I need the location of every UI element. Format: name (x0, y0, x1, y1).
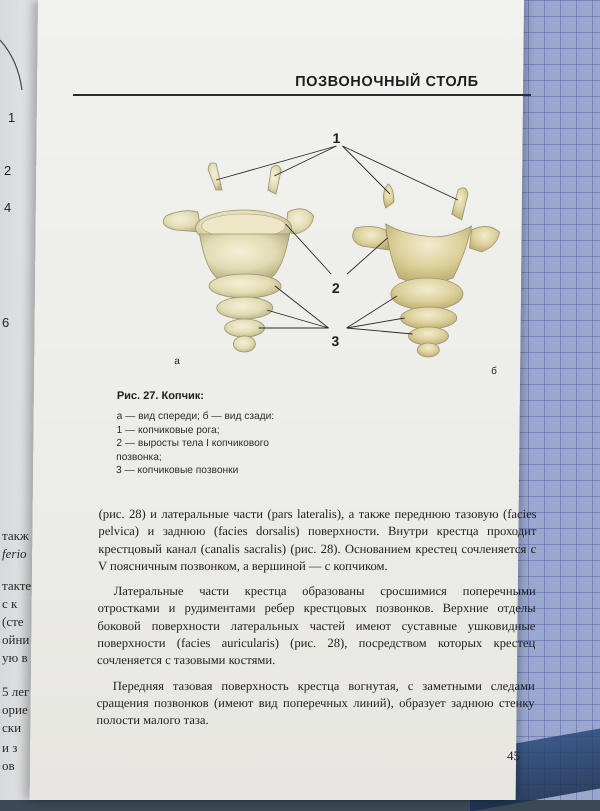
figure-caption-legend (116, 410, 307, 478)
figure-caption-title: Рис. 27. Копчик: (116, 390, 204, 402)
paragraph-1: (рис. 28) и латеральные части (pars lateralis), а также переднюю тазовую (facies pelvica) и заднюю (facies dorsalis) поверхности. Внутри крестца проходит крестцовый канал (canalis sacralis) (рис. 28). Основанием крестец сочленяется с V поясничным позвонком, а вершиной — с копчиком. (98, 507, 537, 573)
left-page-number-3: 4 (4, 200, 12, 215)
left-page-fragment: (сте (2, 614, 24, 629)
coccyx-back-view (351, 184, 500, 357)
left-page-fragment: ойни (2, 632, 30, 647)
coccyx-illustration (134, 128, 527, 378)
left-page-fragment: ую в (2, 650, 28, 665)
left-page-fragment: с к (2, 596, 18, 611)
right-page (30, 0, 537, 800)
figure-view-a: а (174, 356, 180, 367)
body-text (96, 506, 536, 730)
coccyx-figure (134, 128, 527, 378)
left-page-number-1: 1 (8, 110, 16, 125)
left-page-fragment: ски (2, 720, 22, 735)
header-rule (73, 94, 531, 96)
running-head: ПОЗВОНОЧНЫЙ СТОЛБ (295, 74, 479, 90)
paragraph-3: Передняя тазовая поверхность крестца вогнутая, с заметными следами сращения позвонков (имеют вид поперечных линий), образует заднюю стенку полости малого таза. (96, 678, 535, 728)
left-page-number-4: 6 (2, 315, 10, 330)
caption-line: 3 — копчиковые позвонки (116, 465, 239, 477)
left-page-fragment: такте (2, 578, 32, 593)
left-page-fragment: такж (2, 528, 29, 543)
caption-line: а — вид спереди; б — вид сзади: (116, 411, 275, 422)
figure-view-b: б (491, 366, 497, 377)
left-page-number-2: 2 (4, 163, 12, 178)
left-page-fragment: и з (2, 740, 18, 755)
coccyx-front-view (162, 163, 314, 352)
figure-label-3: 3 (331, 333, 340, 349)
figure-label-1: 1 (332, 130, 341, 146)
left-page-fragment: 5 лег (2, 684, 30, 699)
caption-line: 1 — копчиковые рога; (116, 424, 220, 436)
figure-label-2: 2 (331, 280, 340, 296)
paragraph-2: Латеральные части крестца образованы сросшимися поперечными отростками и рудиментами ребер крестцовых позвонков. Верхние отделы боковой поверхности латеральных частей имеют суставные ушковидные поверхности (facies auricularis) (рис. 28), посредством которых крестец сочленяется с тазовыми костями. (97, 584, 536, 668)
left-page-fragment: орие (2, 702, 28, 717)
caption-line: позвонка; (116, 451, 162, 463)
caption-line: 2 — выросты тела I копчикового (116, 438, 270, 450)
left-page-fragment: ов (2, 758, 15, 773)
page-number: 45 (507, 748, 521, 763)
left-page-fragment: ferio (2, 546, 27, 561)
